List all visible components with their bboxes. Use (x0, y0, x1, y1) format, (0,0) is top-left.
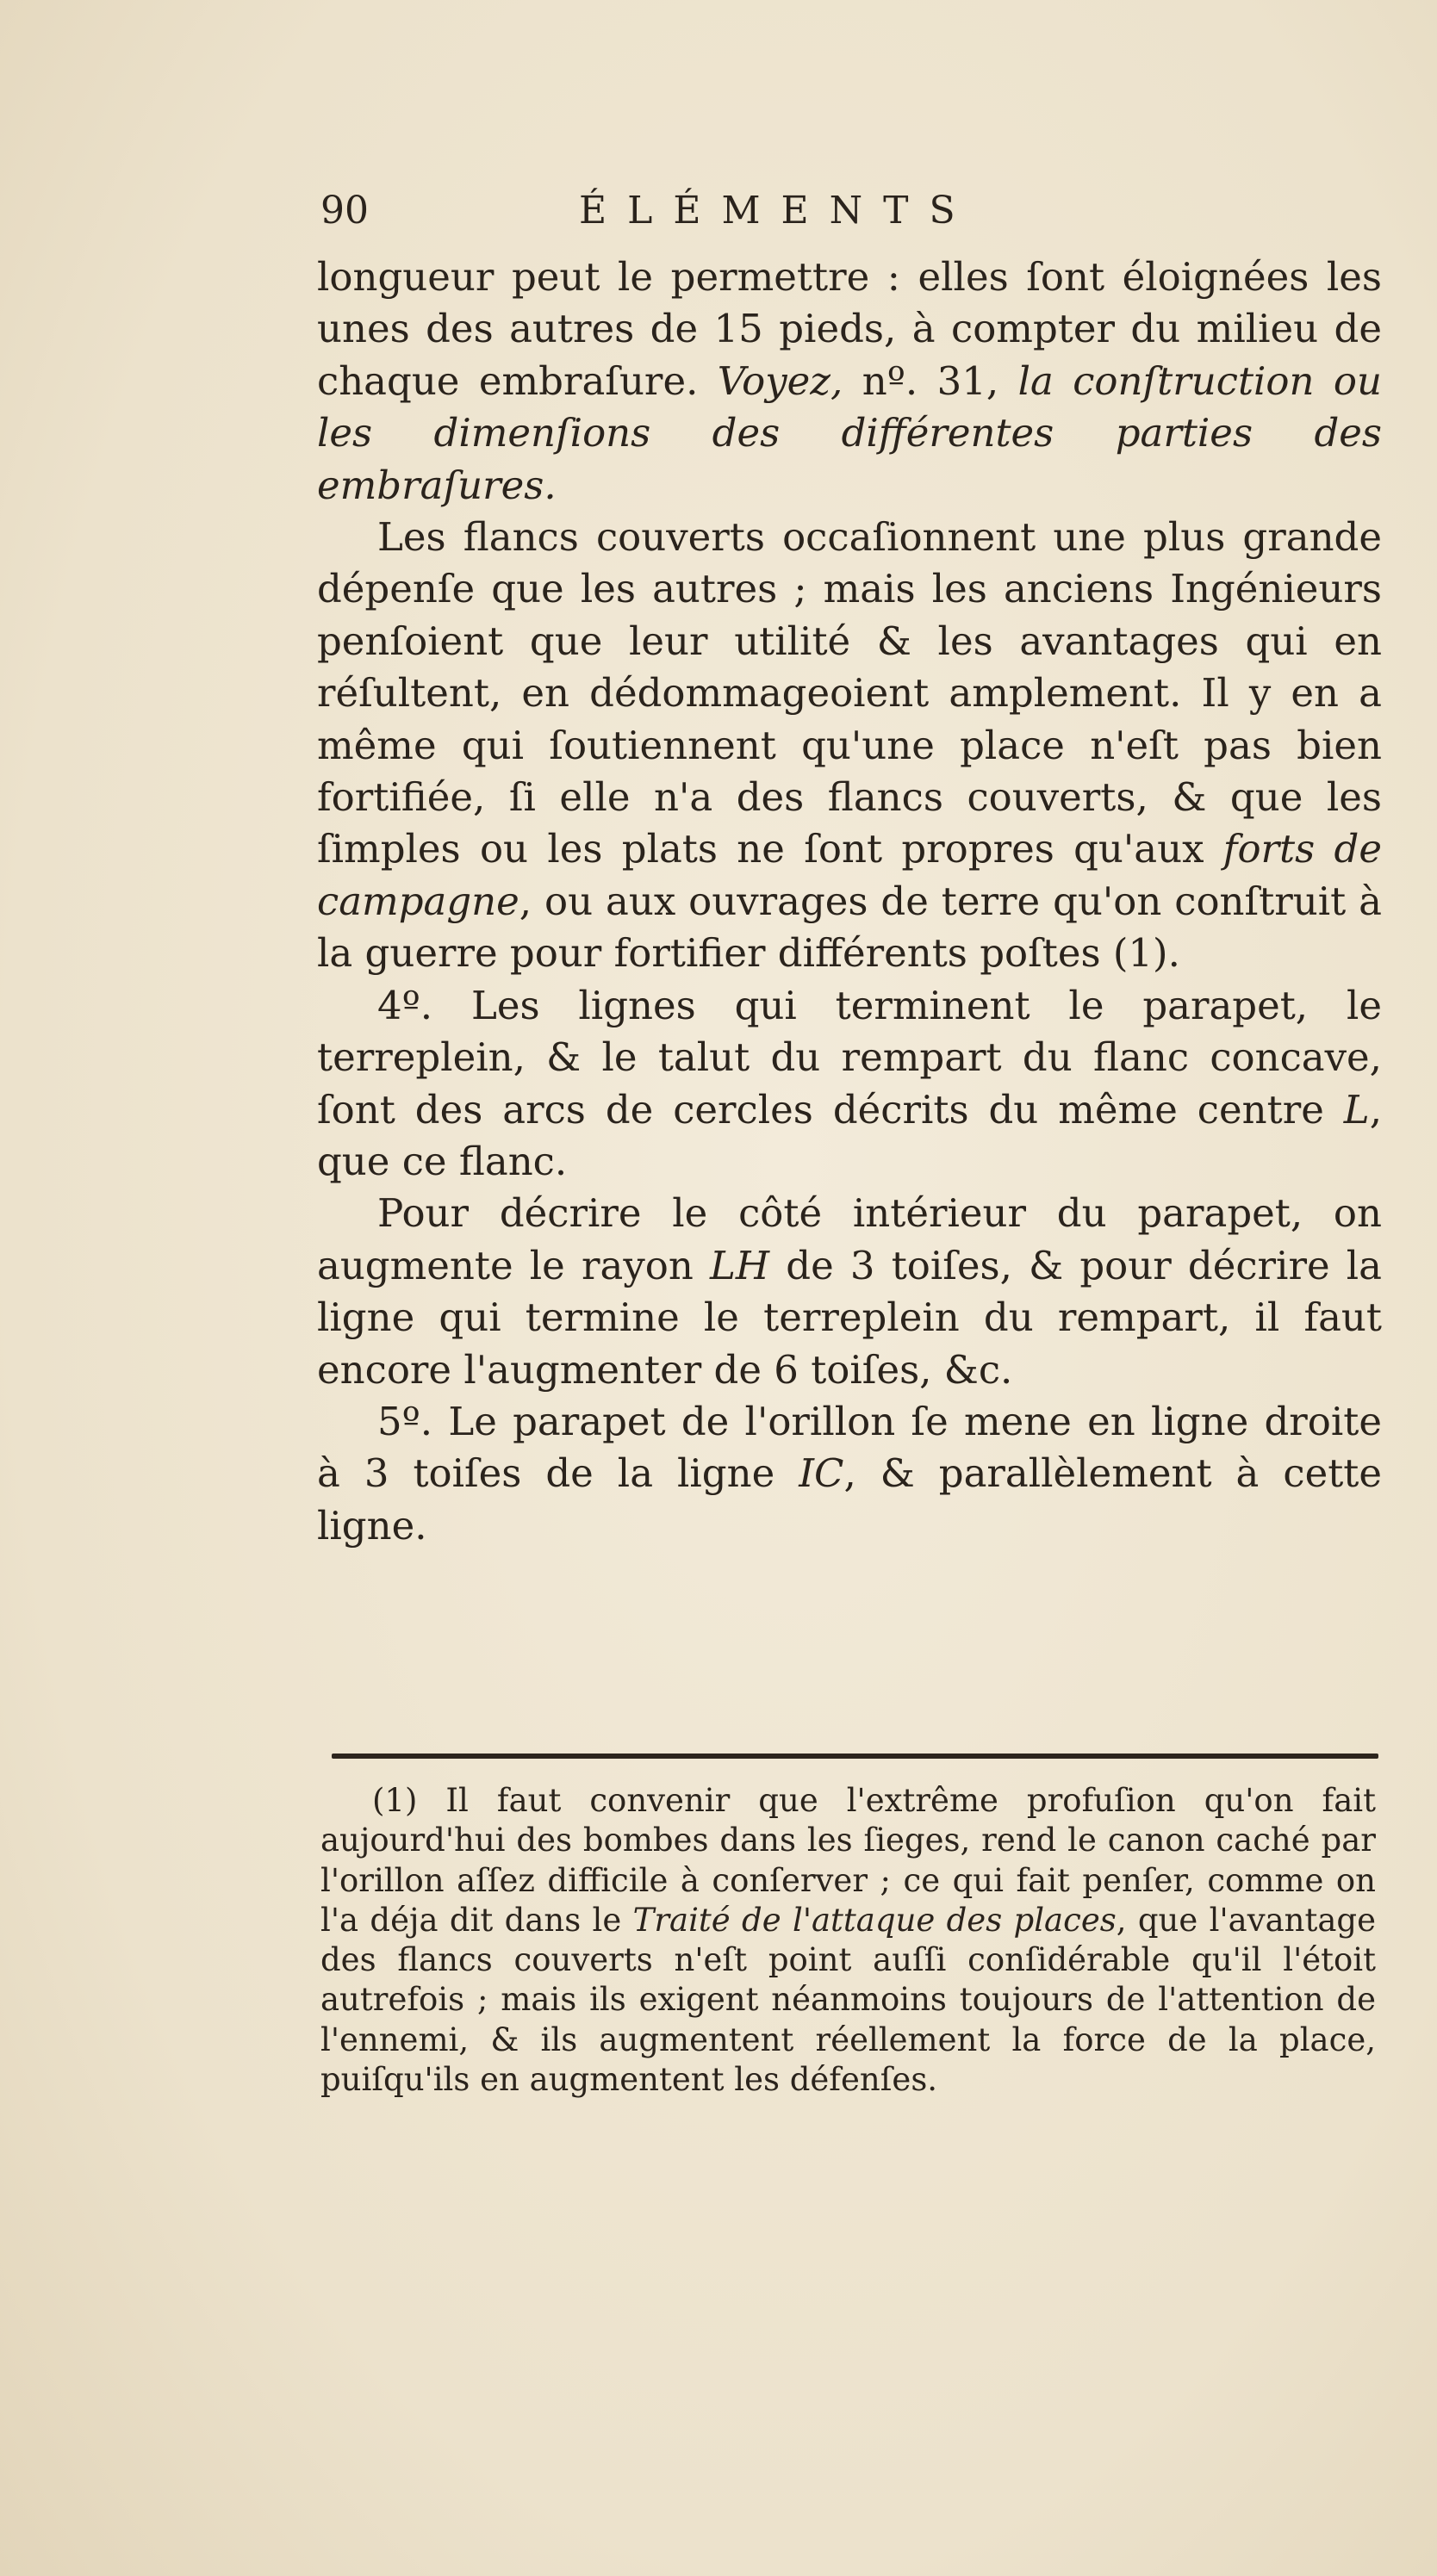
paragraph-3-text-a: 4º. Les lignes qui terminent le parapet, le terreplein, & le talut du rempart du flanc concave, ſont des arcs de cercles décrits du même centre (317, 982, 1382, 1133)
paragraph-1-text: longueur peut le permettre : elles ſont éloignées les unes des autres de 15 pieds, à compter du milieu de chaque embraſure. (317, 254, 1382, 404)
page-number: 90 (320, 189, 369, 233)
footnote (320, 1781, 1376, 2100)
reference-number: nº. 31, (862, 357, 1018, 404)
paragraph-5-text-b: , & parallèlement à cette ligne. (317, 1450, 1382, 1549)
reference-title: la conſtruction ou les dimenſions des différentes parties des embraſures. (317, 357, 1382, 508)
footnote-text-b: , que l'avantage des flancs couverts n'eſt point auſſi conſidérable qu'il l'étoit autrefois ; mais ils exigent néanmoins toujours de l'attention de l'ennemi, & ils augmentent réellement la force de la place, puiſqu'ils en augmentent les défenſes. (320, 1901, 1376, 2099)
paragraph-2-italic: forts de campagne (317, 826, 1382, 924)
footnote-italic: Traité de l'attaque des places (632, 1901, 1117, 1939)
page-header (320, 185, 1397, 237)
paragraph-5 (317, 1396, 1382, 1552)
paragraph-4-text-b: de 3 toiſes, & pour décrire la ligne qui termine le terreplein du rempart, il faut encore l'augmenter de 6 toiſes, &c. (317, 1242, 1382, 1393)
see-reference: Voyez, (717, 357, 862, 404)
paragraph-5-italic: IC (799, 1450, 844, 1497)
main-text (317, 251, 1382, 1552)
paragraph-4-italic: LH (709, 1242, 770, 1288)
paragraph-4-text-a: Pour décrire le côté intérieur du parapet, on augmente le rayon (317, 1190, 1382, 1288)
footnote-text-a: (1) Il faut convenir que l'extrême profuſion qu'on fait aujourd'hui des bombes dans les ſieges, rend le canon caché par l'orillon aſſez difficile à conſerver ; ce qui fait penſer, comme on l'a déja dit dans le (320, 1782, 1376, 1939)
paragraph-2-text-a: Les flancs couverts occaſionnent une plus grande dépenſe que les autres ; mais les anciens Ingénieurs penſoient que leur utilité & les avantages qui en réſultent, en dédommageoient amplement. Il y en a même qui ſoutiennent qu'une place n'eſt pas bien fortifiée, ſi elle n'a des flancs couverts, & que les ſimples ou les plats ne ſont propres qu'aux (317, 514, 1382, 872)
paragraph-1 (317, 251, 1382, 512)
paragraph-4 (317, 1188, 1382, 1396)
paragraph-3 (317, 980, 1382, 1189)
paragraph-2-text-b: , ou aux ouvrages de terre qu'on conſtruit à la guerre pour fortifier différents poſtes (1). (317, 878, 1382, 977)
paragraph-3-text-b: , que ce flanc. (317, 1086, 1382, 1184)
footnote-divider (332, 1754, 1378, 1759)
paragraph-5-text-a: 5º. Le parapet de l'orillon ſe mene en ligne droite à 3 toiſes de la ligne (317, 1398, 1382, 1497)
running-title: ÉLÉMENTS (579, 189, 976, 233)
paragraph-2 (317, 512, 1382, 980)
paragraph-3-italic: L (1343, 1086, 1370, 1133)
